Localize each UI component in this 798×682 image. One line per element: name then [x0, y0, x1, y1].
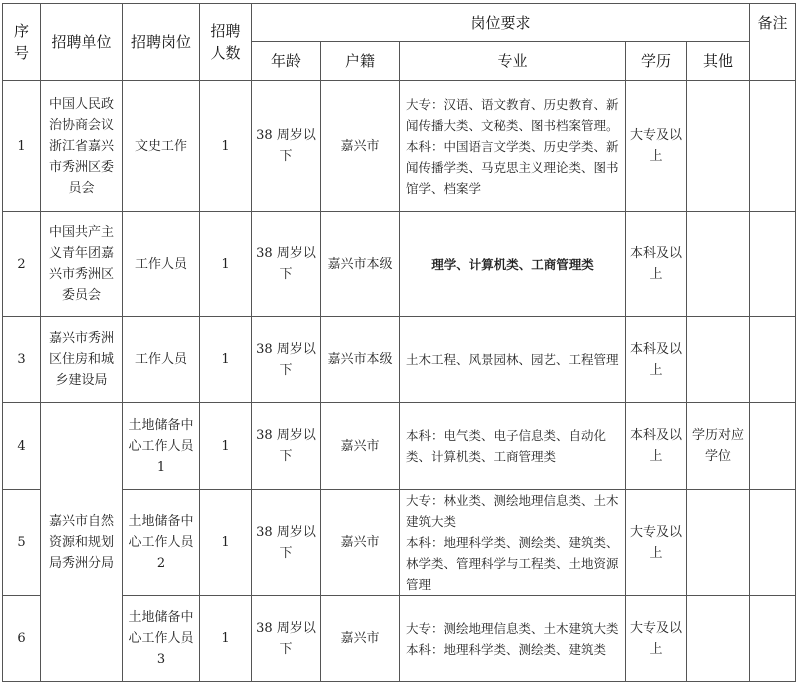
cell-major: 理学、计算机类、工商管理类: [400, 212, 626, 317]
cell-major: 大专：测绘地理信息类、土木建筑大类 本科：地理科学类、测绘类、建筑类: [400, 596, 626, 682]
cell-major: 土木工程、风景园林、园艺、工程管理: [400, 317, 626, 403]
cell-seq: 4: [3, 403, 41, 490]
cell-unit: 中国共产主义青年团嘉兴市秀洲区委员会: [41, 212, 123, 317]
cell-huji: 嘉兴市: [321, 81, 400, 212]
header-requirements: 岗位要求: [252, 4, 750, 42]
cell-age: 38 周岁以下: [252, 317, 321, 403]
cell-age: 38 周岁以下: [252, 403, 321, 490]
cell-other: [687, 212, 750, 317]
cell-remarks: [750, 212, 796, 317]
header-seq: 序号: [3, 4, 41, 81]
cell-other: [687, 490, 750, 596]
cell-position: 土地储备中心工作人员 3: [123, 596, 200, 682]
cell-remarks: [750, 403, 796, 490]
cell-huji: 嘉兴市: [321, 596, 400, 682]
cell-position: 文史工作: [123, 81, 200, 212]
cell-remarks: [750, 81, 796, 212]
header-huji: 户籍: [321, 42, 400, 81]
cell-age: 38 周岁以下: [252, 212, 321, 317]
cell-huji: 嘉兴市本级: [321, 317, 400, 403]
cell-age: 38 周岁以下: [252, 81, 321, 212]
cell-other: [687, 317, 750, 403]
cell-position: 工作人员: [123, 212, 200, 317]
cell-major: 大专：林业类、测绘地理信息类、土木建筑大类 本科：地理科学类、测绘类、建筑类、林学类、管理科学与工程类、土地资源管理: [400, 490, 626, 596]
recruitment-table: [2, 3, 796, 682]
cell-major: 本科：电气类、电子信息类、自动化类、计算机类、工商管理类: [400, 403, 626, 490]
cell-huji: 嘉兴市本级: [321, 212, 400, 317]
cell-other: 学历对应学位: [687, 403, 750, 490]
header-education: 学历: [626, 42, 687, 81]
cell-education: 大专及以上: [626, 81, 687, 212]
header-major: 专业: [400, 42, 626, 81]
cell-seq: 1: [3, 81, 41, 212]
cell-huji: 嘉兴市: [321, 403, 400, 490]
cell-seq: 5: [3, 490, 41, 596]
header-count: 招聘人数: [200, 4, 252, 81]
cell-education: 本科及以上: [626, 212, 687, 317]
cell-remarks: [750, 490, 796, 596]
cell-age: 38 周岁以下: [252, 596, 321, 682]
cell-unit: 嘉兴市自然资源和规划局秀洲分局: [41, 403, 123, 682]
cell-other: [687, 596, 750, 682]
cell-unit: 中国人民政治协商会议浙江省嘉兴市秀洲区委员会: [41, 81, 123, 212]
cell-major: 大专：汉语、语文教育、历史教育、新闻传播大类、文秘类、图书档案管理。 本科：中国语言文学类、历史学类、新闻传播学类、马克思主义理论类、图书馆学、档案学: [400, 81, 626, 212]
cell-position: 工作人员: [123, 317, 200, 403]
cell-count: 1: [200, 317, 252, 403]
cell-education: 大专及以上: [626, 490, 687, 596]
header-age: 年龄: [252, 42, 321, 81]
cell-count: 1: [200, 403, 252, 490]
cell-count: 1: [200, 81, 252, 212]
cell-position: 土地储备中心工作人员 1: [123, 403, 200, 490]
cell-seq: 2: [3, 212, 41, 317]
cell-remarks: [750, 596, 796, 682]
header-other: 其他: [687, 42, 750, 81]
table-row: [3, 212, 796, 317]
cell-education: 大专及以上: [626, 596, 687, 682]
cell-count: 1: [200, 596, 252, 682]
table-row: [3, 81, 796, 212]
cell-age: 38 周岁以下: [252, 490, 321, 596]
cell-count: 1: [200, 490, 252, 596]
header-position: 招聘岗位: [123, 4, 200, 81]
cell-education: 本科及以上: [626, 317, 687, 403]
cell-other: [687, 81, 750, 212]
header-unit: 招聘单位: [41, 4, 123, 81]
header-remarks: 备注: [750, 4, 796, 81]
cell-huji: 嘉兴市: [321, 490, 400, 596]
cell-unit: 嘉兴市秀洲区住房和城乡建设局: [41, 317, 123, 403]
cell-seq: 3: [3, 317, 41, 403]
cell-position: 土地储备中心工作人员 2: [123, 490, 200, 596]
cell-education: 本科及以上: [626, 403, 687, 490]
table-row: [3, 317, 796, 403]
cell-count: 1: [200, 212, 252, 317]
table-row: [3, 403, 796, 490]
cell-seq: 6: [3, 596, 41, 682]
cell-remarks: [750, 317, 796, 403]
